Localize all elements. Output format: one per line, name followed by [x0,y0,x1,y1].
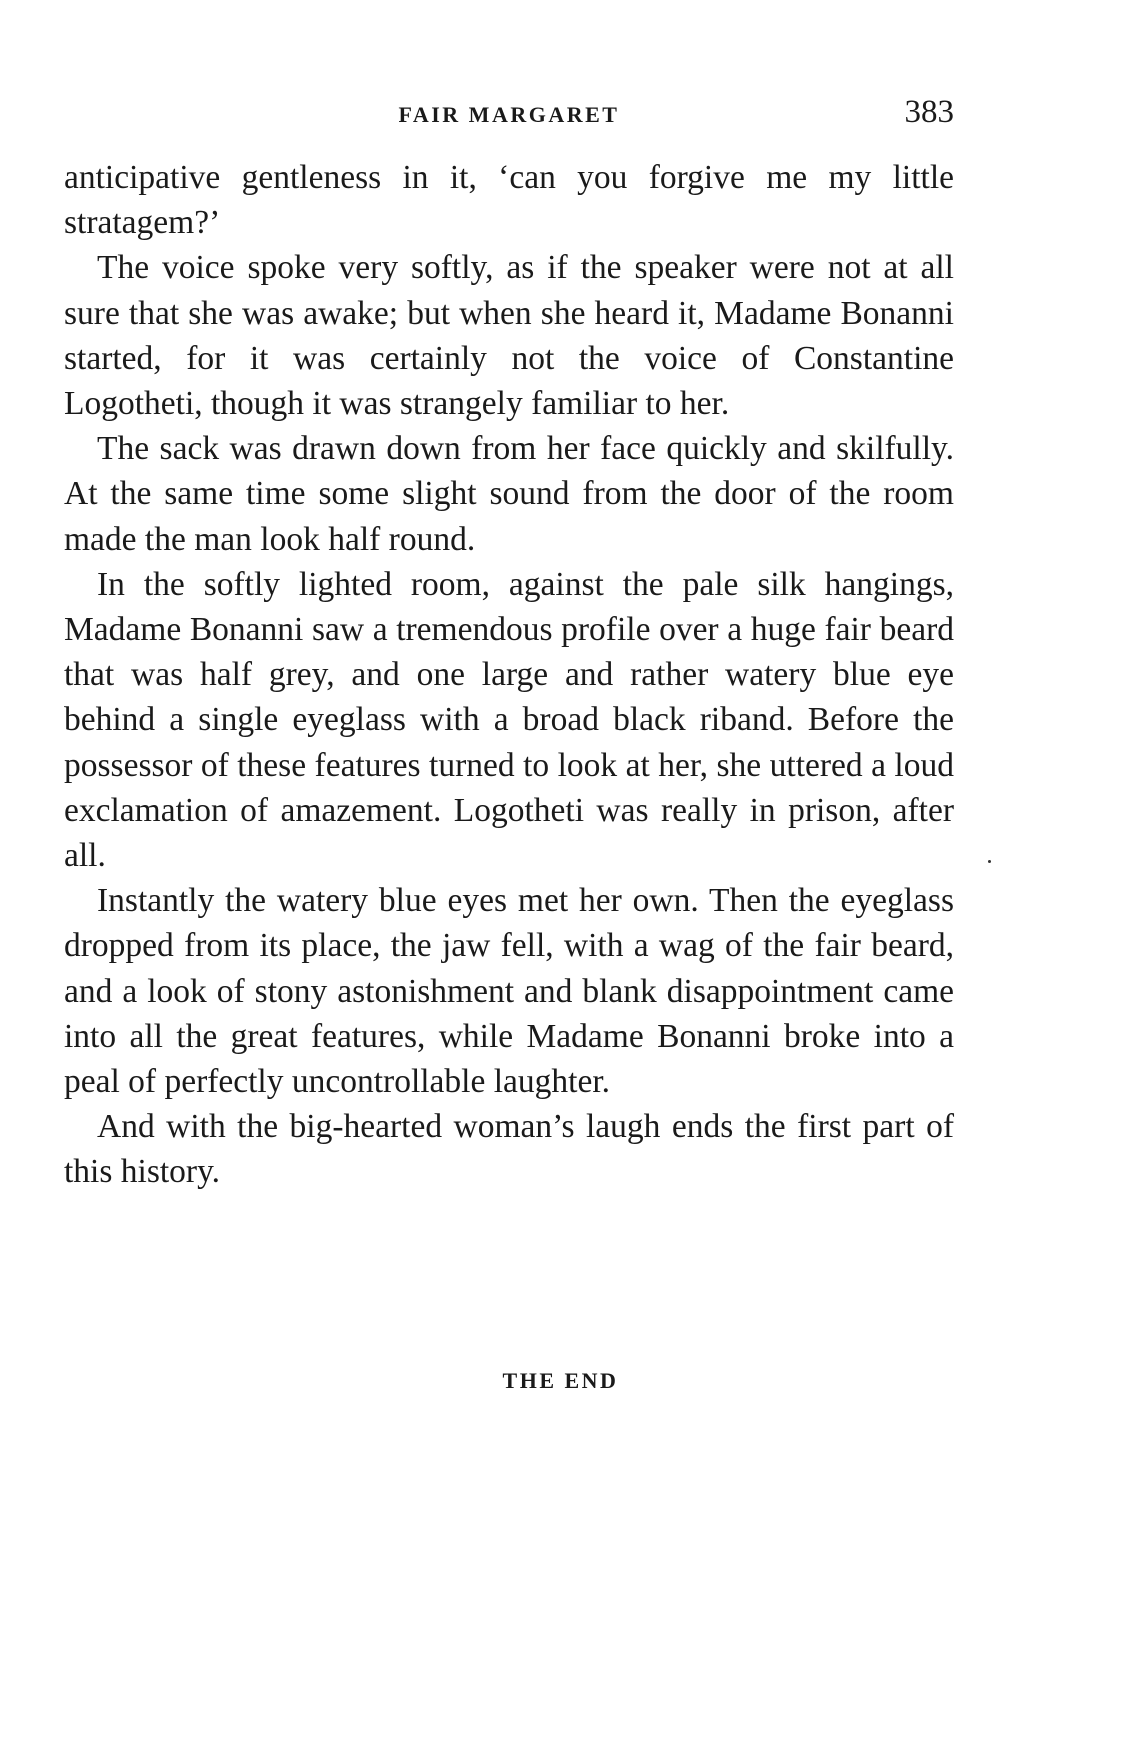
the-end-heading: THE END [502,1368,619,1393]
running-head [64,94,954,134]
body-text [64,155,954,1195]
print-speck [988,860,991,863]
paragraph: And with the big-hearted woman’s laugh ends the first part of this history. [64,1108,954,1191]
paragraph-continued: anticipative gentleness in it, ‘can you forgive me my little stratagem?’ [64,159,954,242]
paragraph: The sack was drawn down from her face quickly and skilfully. At the same time some slight sound from the door of the room made the man look half round. [64,430,954,558]
paragraph: The voice spoke very softly, as if the speaker were not at all sure that she was awake; but when she heard it, Madame Bonanni started, for it was certainly not the voice of Constantine Logotheti, though it was strangely familiar to her. [64,249,954,423]
running-title: FAIR MARGARET [398,102,620,127]
paragraph: Instantly the watery blue eyes met her own. Then the eyeglass dropped from its place, the jaw fell, with a wag of the fair beard, and a look of stony astonishment and blank disappointment came into all the great features, while Madame Bonanni broke into a peal of perfectly uncontrollable laughter. [64,882,954,1101]
paragraph: In the softly lighted room, against the pale silk hangings, Madame Bonanni saw a tremendous profile over a huge fair beard that was half grey, and one large and rather watery blue eye behind a single eyeglass with a broad black riband. Before the possessor of these features turned to look at her, she uttered a loud exclamation of amazement. Logotheti was really in prison, after all. [64,565,954,875]
page-number: 383 [904,94,954,130]
